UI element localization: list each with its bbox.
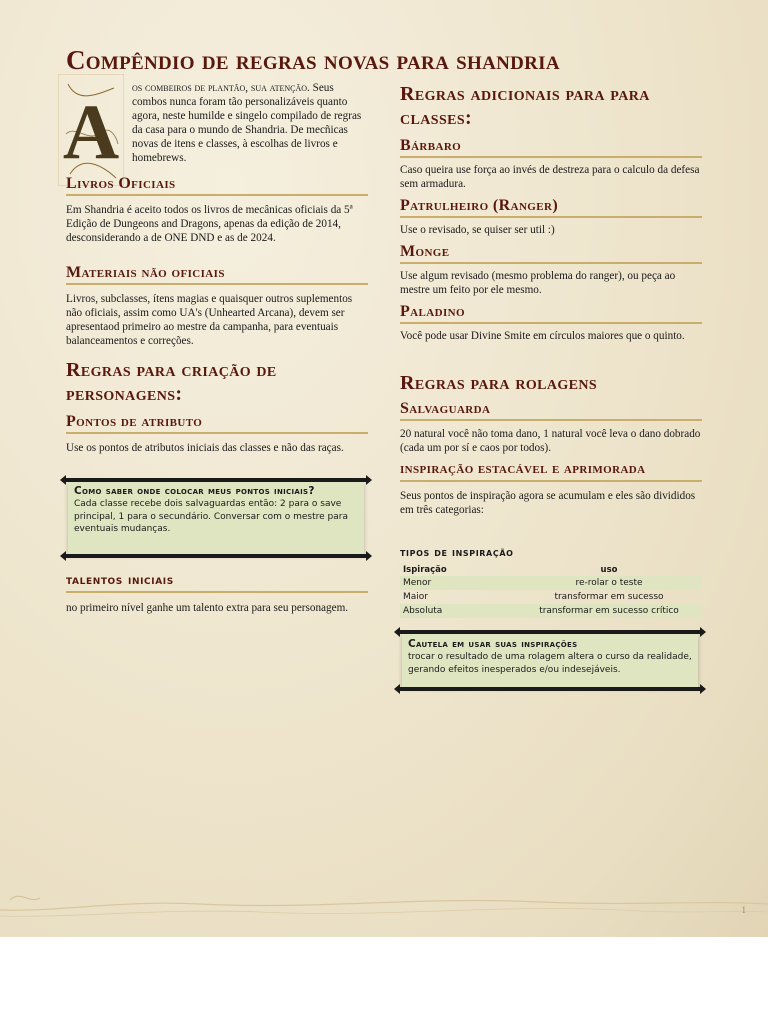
table-cell: Maior (403, 592, 428, 602)
table-row (400, 590, 702, 604)
note-top-bar (398, 630, 702, 634)
talentos-text: no primeiro nível ganhe um talento extra para seu personagem. (66, 602, 349, 614)
inspiracao-table (400, 564, 702, 618)
livros-heading: Livros Oficiais (66, 174, 368, 196)
section-salvaguarda (400, 399, 702, 455)
note-top-bar (64, 478, 368, 482)
monge-text: Use algum revisado (mesmo problema do ranger), ou peça ao mestre um feito por ele mesmo. (400, 270, 676, 296)
adicionais-heading: Regras adicionais para para classes: (400, 83, 650, 129)
note-cautela-title: Cautela em usar suas inspirações (408, 638, 578, 650)
table-cell: transformar em sucesso (554, 592, 664, 602)
section-barbaro (400, 136, 702, 191)
patrulheiro-heading: Patrulheiro (Ranger) (400, 196, 702, 218)
intro-lead: os combeiros de plantão, sua atenção. (132, 82, 310, 94)
section-paladino (400, 302, 702, 343)
section-rolagens (400, 371, 702, 395)
paladino-text: Você pode usar Divine Smite em círculos maiores que o quinto. (400, 330, 685, 342)
inspiracao-text: Seus pontos de inspiração agora se acumulam e eles são divididos em três categorias: (400, 490, 696, 516)
materiais-text: Livros, subclasses, ítens magias e quaisquer outros suplementos não oficiais, assim como UA's (Unhearted Arcana), devem ser apresentaod primeiro ao mestre da campanha, para eventuais balanceamentos e correções. (66, 293, 353, 347)
note-box-cautela (402, 634, 698, 687)
talentos-heading: talentos iniciais (66, 571, 368, 593)
page-title: Compêndio de regras novas para shandria (66, 45, 560, 75)
pontos-heading: Pontos de atributo (66, 412, 368, 434)
note-box-pontos (68, 482, 364, 554)
table-row (400, 604, 702, 618)
monge-heading: Monge (400, 242, 702, 264)
patrulheiro-text: Use o revisado, se quiser ser util :) (400, 224, 555, 236)
section-patrulheiro (400, 196, 702, 237)
note-pontos-title: Como saber onde colocar meus pontos iniciais? (74, 485, 315, 497)
note-cautela-text: trocar o resultado de uma rolagem altera o curso da realidade, gerando efeitos inesperados e/ou indesejáveis. (408, 652, 692, 675)
barbaro-text: Caso queira use força ao invés de destreza para o calculo da defesa sem armadura. (400, 164, 700, 190)
page-number: 1 (741, 905, 746, 915)
table-cell: Menor (400, 576, 516, 590)
note-bottom-bar (398, 687, 702, 691)
inspiracao-heading: inspiração estacável e aprimorada (400, 460, 702, 482)
dropcap-letter: A (62, 88, 120, 175)
table-header-cell: uso (600, 565, 618, 575)
section-materiais (66, 263, 368, 348)
table-cell: transformar em sucesso crítico (516, 604, 702, 618)
table-header-cell: Ispiração (403, 565, 447, 575)
paladino-heading: Paladino (400, 302, 702, 324)
tipos-heading: tipos de inspiração (400, 546, 514, 559)
intro-paragraph (132, 81, 368, 165)
section-criacao (66, 358, 368, 406)
section-tipos (400, 546, 702, 618)
intro-text: Seus combos nunca foram tão personalizáveis quanto agora, neste humilde e singelo compilado de regras da casa para o mundo de Shandria. De mecñicas novas de itens e classes, à escolhas de livros e homebrews. (132, 82, 362, 164)
section-monge (400, 242, 702, 297)
materiais-heading: Materiais não oficiais (66, 263, 368, 285)
table-cell: Absoluta (400, 604, 516, 618)
salvaguarda-text: 20 natural você não toma dano, 1 natural você leva o dano dobrado (cada um por sí e caos por todos). (400, 428, 701, 454)
rolagens-heading: Regras para rolagens (400, 372, 598, 394)
pontos-text: Use os pontos de atributos iniciais das classes e não das raças. (66, 442, 344, 454)
section-pontos (66, 412, 368, 455)
dropcap-illumination (58, 74, 124, 186)
section-inspiracao (400, 460, 702, 517)
barbaro-heading: Bárbaro (400, 136, 702, 158)
section-talentos (66, 571, 368, 615)
table-header-row (400, 564, 702, 576)
footer-flourish-icon (0, 870, 768, 937)
salvaguarda-heading: Salvaguarda (400, 399, 702, 421)
table-row (400, 576, 702, 590)
table-cell: re-rolar o teste (516, 576, 702, 590)
note-pontos-text: Cada classe recebe dois salvaguardas então: 2 para o save principal, 1 para o secundário. Conversar com o mestre para eventuais mudanças. (74, 499, 348, 534)
section-adicionais (400, 82, 702, 130)
note-bottom-bar (64, 554, 368, 558)
dropcap-frame-icon (58, 74, 124, 186)
section-livros-oficiais (66, 174, 368, 245)
criacao-heading: Regras para criação de personagens: (66, 359, 277, 405)
livros-text: Em Shandria é aceito todos os livros de mecânicas oficiais da 5ª Edição de Dungeons and Dragons, apenas da edição de 2014, desconsiderando a de ONE DND e as de 2024. (66, 204, 353, 244)
